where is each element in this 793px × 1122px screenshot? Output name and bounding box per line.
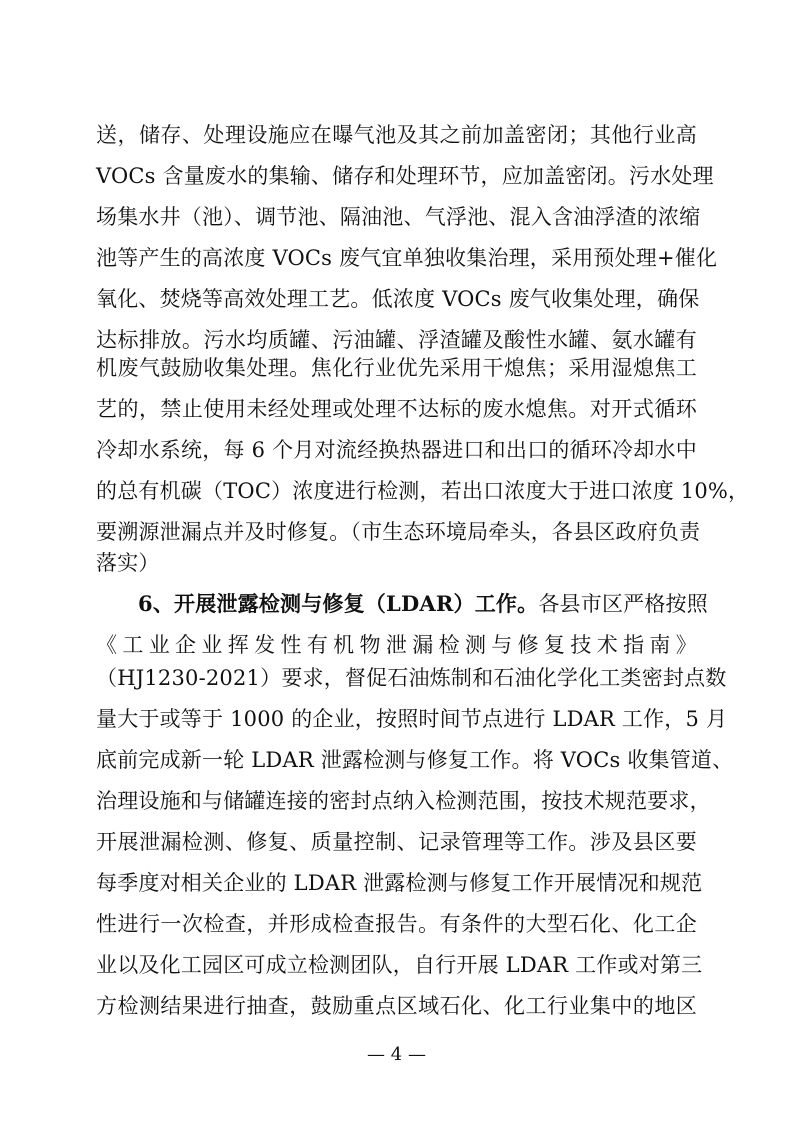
text-line: 冷却水系统，每 6 个月对流经换热器进口和出口的循环冷却水中 (96, 438, 697, 462)
text-line: 艺的，禁止使用未经处理或处理不达标的废水熄焦。对开式循环 (96, 397, 697, 421)
text-line: 每季度对相关企业的 LDAR 泄露检测与修复工作开展情况和规范 (96, 871, 703, 895)
text-line: 机废气鼓励收集处理。焦化行业优先采用干熄焦；采用湿熄焦工 (96, 356, 697, 380)
text-line: 治理设施和与储罐连接的密封点纳入检测范围，按技术规范要求， (96, 789, 711, 813)
text-line: （HJ1230-2021）要求，督促石油炼制和石油化学化工类密封点数 (96, 666, 727, 690)
text-fragment: 各县市区严格按照 (538, 592, 708, 616)
text-line: 氧化、焚烧等高效处理工艺。低浓度 VOCs 废气收集处理，确保 (96, 287, 700, 311)
text-line: 池等产生的高浓度 VOCs 废气宜单独收集治理，采用预处理+催化 (96, 246, 718, 270)
page-number: — 4 — (367, 1044, 426, 1065)
text-line: 底前完成新一轮 LDAR 泄露检测与修复工作。将 VOCs 收集管道、 (96, 748, 734, 772)
text-line: 量大于或等于 1000 的企业，按照时间节点进行 LDAR 工作，5 月 (96, 707, 728, 731)
text-line: 达标排放。污水均质罐、污油罐、浮渣罐及酸性水罐、氨水罐有 (96, 328, 697, 352)
text-line: 场集水井（池）、调节池、隔油池、气浮池、混入含油浮渣的浓缩 (96, 205, 701, 229)
text-line: 方检测结果进行抽查，鼓励重点区域石化、化工行业集中的地区 (96, 994, 697, 1018)
text-line: 的总有机碳（TOC）浓度进行检测，若出口浓度大于进口浓度 10%， (96, 479, 750, 503)
text-line: 开展泄漏检测、修复、质量控制、记录管理等工作。涉及县区要 (96, 830, 697, 854)
text-line: 《工业企业挥发性有机物泄漏检测与修复技术指南》 (96, 633, 697, 657)
section-heading-line (138, 584, 708, 624)
text-line: VOCs 含量废水的集输、储存和处理环节，应加盖密闭。污水处理 (96, 164, 714, 188)
text-line: 要溯源泄漏点并及时修复。（市生态环境局牵头，各县区政府负责 (96, 520, 701, 544)
text-line: 性进行一次检查，并形成检查报告。有条件的大型石化、化工企 (96, 912, 697, 936)
text-line: 送，储存、处理设施应在曝气池及其之前加盖密闭；其他行业高 (96, 123, 697, 147)
text-line: 业以及化工园区可成立检测团队，自行开展 LDAR 工作或对第三 (96, 953, 703, 977)
section-heading: 6、开展泄露检测与修复（LDAR）工作。 (138, 591, 539, 616)
text-line: 落实） (96, 551, 160, 575)
